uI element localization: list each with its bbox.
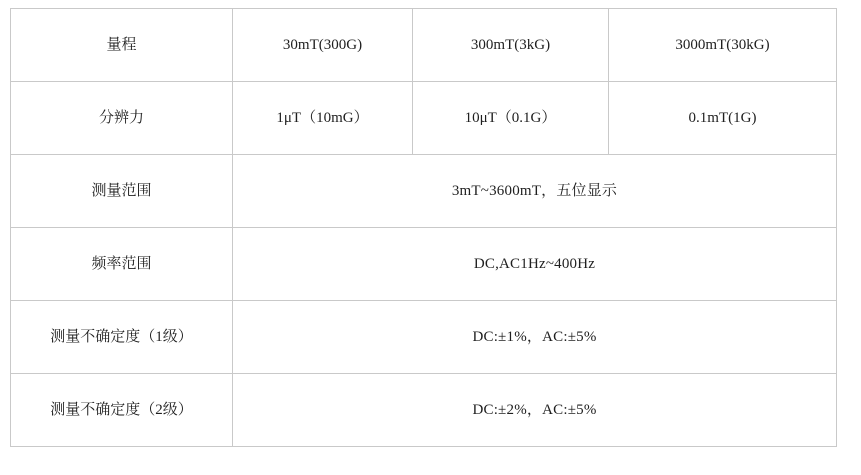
row-label: 测量范围 — [11, 155, 233, 228]
row-label: 分辨力 — [11, 82, 233, 155]
specification-table-page — [0, 8, 861, 475]
row-label: 量程 — [11, 9, 233, 82]
specification-table — [10, 8, 837, 447]
row-label: 频率范围 — [11, 228, 233, 301]
row-value: 0.1mT(1G) — [609, 82, 837, 155]
row-value: 10μT（0.1G） — [413, 82, 609, 155]
row-label: 测量不确定度（2级） — [11, 374, 233, 447]
row-value: DC:±1%，AC:±5% — [233, 301, 837, 374]
row-value: 3mT~3600mT，五位显示 — [233, 155, 837, 228]
row-value: DC:±2%，AC:±5% — [233, 374, 837, 447]
table-row — [11, 82, 837, 155]
row-value: 300mT(3kG) — [413, 9, 609, 82]
row-label: 测量不确定度（1级） — [11, 301, 233, 374]
row-value: 1μT（10mG） — [233, 82, 413, 155]
table-row — [11, 228, 837, 301]
table-row — [11, 374, 837, 447]
table-row — [11, 155, 837, 228]
table-row — [11, 301, 837, 374]
row-value: 30mT(300G) — [233, 9, 413, 82]
row-value: 3000mT(30kG) — [609, 9, 837, 82]
table-row — [11, 9, 837, 82]
row-value: DC,AC1Hz~400Hz — [233, 228, 837, 301]
